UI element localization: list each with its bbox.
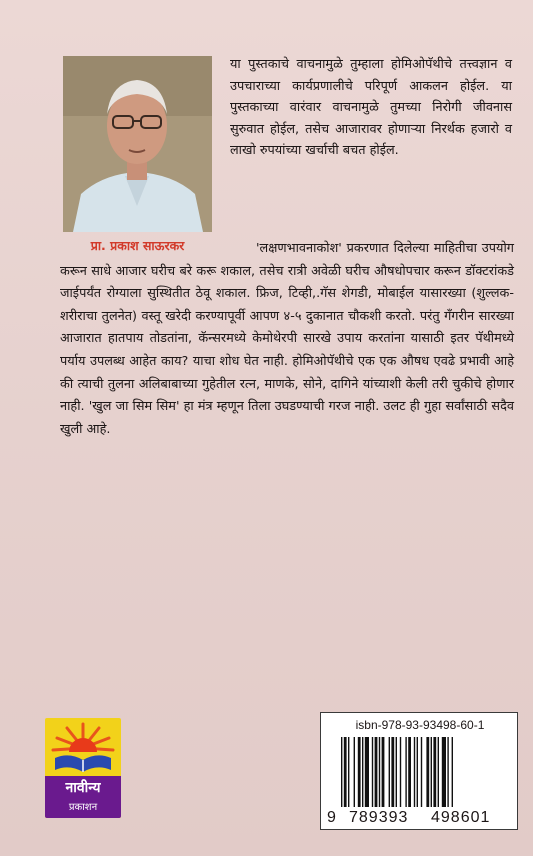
barcode-bar <box>372 737 373 807</box>
barcode-bar <box>442 737 446 807</box>
barcode-bar <box>389 737 390 807</box>
isbn-barcode <box>320 712 518 830</box>
barcode-bar <box>379 737 380 807</box>
barcode-bar <box>452 737 453 807</box>
barcode-bar <box>391 737 394 807</box>
intro-paragraph: या पुस्तकाचे वाचनामुळे तुम्हाला होमिओपॅथीचे तत्त्वज्ञान व उपचाराच्या कार्यप्रणालीचे परिपूर्ण आकलन होईल. या पुस्तकाच्या वारंवार वाचनामुळे तुमच्या निरोगी जीवनास सुरुवात होईल, तसेच आजारावर होणाऱ्या निरर्थक हजारो व लाखो रुपयांच्या खर्चाची बचत होईल. <box>230 57 512 159</box>
barcode-bar <box>421 737 422 807</box>
barcode-digits-right: 498601 <box>431 809 491 826</box>
barcode-bar <box>405 737 406 807</box>
publisher-subtitle: प्रकाशन <box>45 800 121 818</box>
barcode-digits-left: 789393 <box>349 809 409 826</box>
barcode-bar <box>382 737 385 807</box>
barcode-bar <box>426 737 429 807</box>
barcode-bar <box>375 737 378 807</box>
sunrise-book-icon <box>45 718 121 776</box>
barcode-bar <box>414 737 415 807</box>
author-photo <box>63 56 212 232</box>
barcode-digit-lead: 9 <box>327 809 336 826</box>
barcode-bar <box>438 737 439 807</box>
main-paragraph: 'लक्षणभावनाकोश' प्रकरणात दिलेल्या माहितीचा उपयोग करून साधे आजार घरीच बरे करू शकाल, तसेच रात्री अवेळी घरीच औषधोपचार करून डॉक्टरांकडे जाईपर्यंत रोग्याला सुस्थितीत ठेवू शकाल. फ्रिज, टिव्ही,.गॅस शेगडी, मोबाईल यासारख्या (शुल्लक-शरीराचा तुलनेत) वस्तू खरेदी करण्यापूर्वी आपण ४-५ दुकानात चौकशी करतो. परंतु गॅंगरीन सारख्या आजारात हातपाय तोडतांना, कॅन्सरमध्ये केमोथेरपी सारखे उपाय करतांना यासाठी इतर पॅथीमध्ये पर्याय उपलब्ध आहेत काय? याचा शोध घेत नाही. होमिओपॅथीचे एक एक औषध एवढे प्रभावी आहे की त्याची तुलना अलिबाबाच्या गुहेतील रत्न, माणके, सोने, दागिने यांच्याशी केली तरी चुकीचे होणार नाही. 'खुल जा सिम सिम' हा मंत्र म्हणून तिला उघडण्याची गरज नाही. उलट ही गुहा सर्वांसाठी सदैव खुली आहे. <box>60 241 514 437</box>
publisher-name: नावीन्य <box>45 776 121 800</box>
barcode-bar <box>344 737 347 807</box>
isbn-text: isbn-978-93-93498-60-1 <box>355 718 485 732</box>
barcode-bar <box>400 737 401 807</box>
barcode-bar <box>365 737 369 807</box>
barcode-bar <box>431 737 432 807</box>
barcode-bar <box>433 737 436 807</box>
barcode-bar <box>396 737 397 807</box>
barcode-bars <box>341 737 509 807</box>
barcode-bar <box>341 737 342 807</box>
barcode-bar <box>362 737 363 807</box>
barcode-bar <box>417 737 418 807</box>
barcode-bar <box>447 737 448 807</box>
barcode-bar <box>348 737 349 807</box>
author-caption: प्रा. प्रकाश साऊरकर <box>90 238 185 253</box>
publisher-logo <box>45 718 121 818</box>
barcode-bar <box>358 737 361 807</box>
barcode-bar <box>354 737 355 807</box>
barcode-bar <box>408 737 411 807</box>
